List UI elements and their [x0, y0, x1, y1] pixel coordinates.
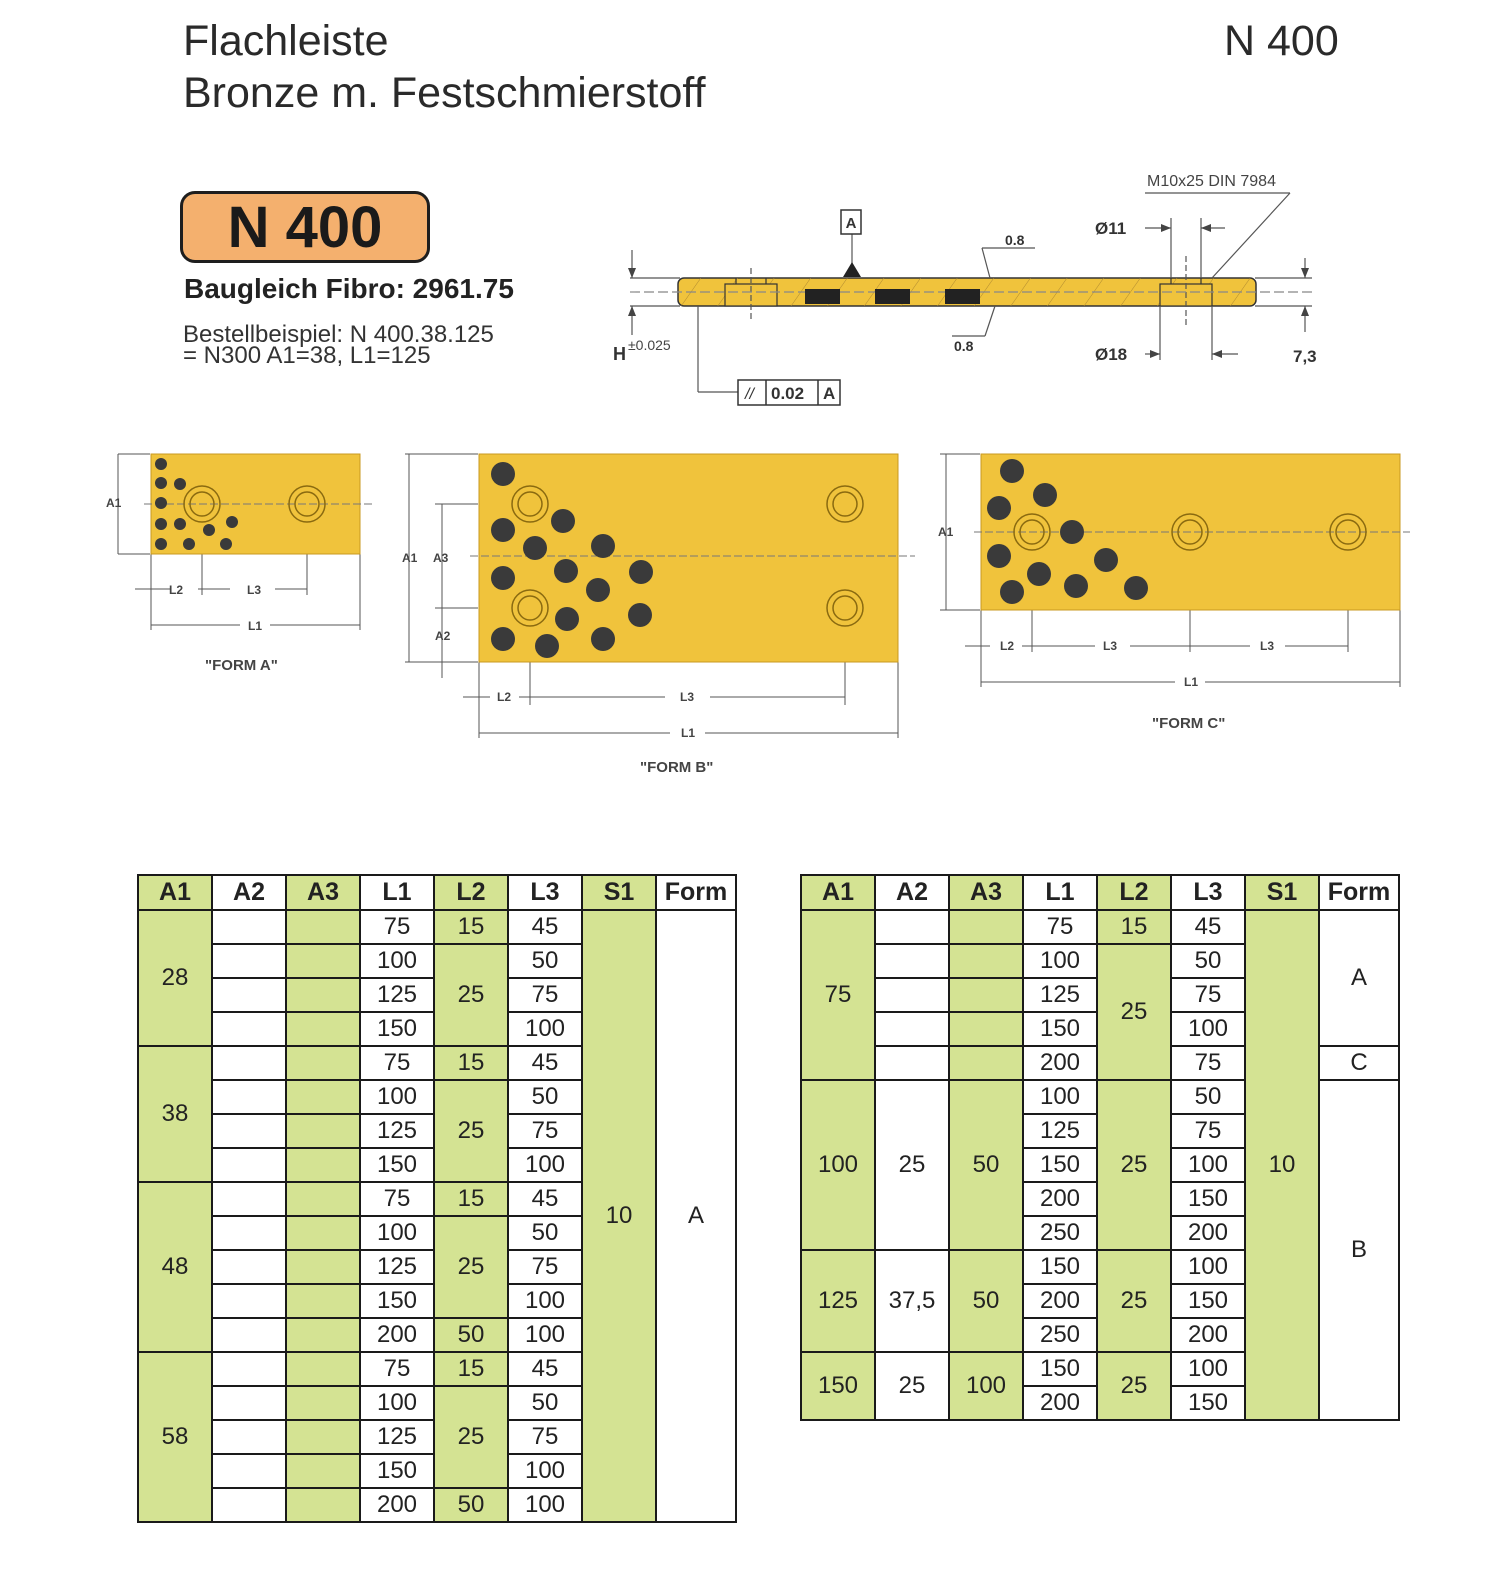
header-form: Form	[656, 875, 736, 910]
form-b-drawing	[395, 440, 930, 785]
a3-cell	[286, 944, 360, 978]
form-c-l3a-label: L3	[1103, 639, 1118, 653]
l1-cell: 100	[360, 1216, 434, 1250]
a2-cell	[212, 1250, 286, 1284]
l3-cell: 50	[1171, 1080, 1245, 1114]
height-tolerance: ±0.025	[628, 337, 671, 353]
header-l1: L1	[1023, 875, 1097, 910]
l1-cell: 150	[1023, 1148, 1097, 1182]
a2-cell	[212, 1420, 286, 1454]
height-label: H	[613, 344, 626, 364]
l3-cell: 100	[1171, 1012, 1245, 1046]
l1-cell: 125	[1023, 978, 1097, 1012]
dimension-table-left	[137, 874, 737, 1523]
a2-cell: 37,5	[875, 1250, 949, 1352]
l1-cell: 150	[360, 1454, 434, 1488]
a3-cell	[286, 1488, 360, 1522]
l1-cell: 75	[360, 1046, 434, 1080]
l3-cell: 75	[508, 1114, 582, 1148]
l2-cell: 15	[434, 1352, 508, 1386]
l2-cell: 25	[1097, 1352, 1171, 1420]
dimension-table-right	[800, 874, 1400, 1421]
a3-cell	[949, 910, 1023, 944]
table-header-row	[801, 875, 1399, 910]
a2-cell: 25	[875, 1352, 949, 1420]
a1-cell: 28	[138, 910, 212, 1046]
l2-cell: 15	[434, 1182, 508, 1216]
l3-cell: 200	[1171, 1318, 1245, 1352]
form-cell: A	[656, 910, 736, 1522]
l2-cell: 15	[434, 1046, 508, 1080]
product-badge: N 400	[180, 191, 430, 263]
tolerance-value: 0.02	[771, 384, 805, 403]
order-example-line-2: = N300 A1=38, L1=125	[183, 342, 431, 369]
side-view-drawing	[600, 160, 1340, 420]
title-line-1: Flachleiste	[183, 17, 389, 65]
header-l2: L2	[434, 875, 508, 910]
hole-large-diameter: Ø18	[1095, 345, 1128, 364]
a2-cell	[212, 1182, 286, 1216]
a2-cell	[212, 1284, 286, 1318]
l2-cell: 25	[434, 1216, 508, 1318]
l1-cell: 125	[360, 978, 434, 1012]
form-a-l3-label: L3	[247, 583, 262, 597]
l3-cell: 100	[508, 1318, 582, 1352]
l3-cell: 150	[1171, 1284, 1245, 1318]
a2-cell	[212, 944, 286, 978]
l1-cell: 250	[1023, 1216, 1097, 1250]
l3-cell: 75	[508, 1250, 582, 1284]
a2-cell	[212, 1046, 286, 1080]
table-row	[801, 910, 1399, 944]
a1-cell: 75	[801, 910, 875, 1080]
l1-cell: 100	[360, 1080, 434, 1114]
l1-cell: 150	[1023, 1012, 1097, 1046]
hole-small-diameter: Ø11	[1095, 219, 1127, 238]
l1-cell: 150	[360, 1148, 434, 1182]
product-code: N 400	[1224, 17, 1339, 65]
form-cell: B	[1319, 1080, 1399, 1420]
a3-cell: 50	[949, 1250, 1023, 1352]
a2-cell	[875, 1046, 949, 1080]
a3-cell: 50	[949, 1080, 1023, 1250]
form-a-drawing	[100, 440, 390, 680]
l2-cell: 25	[1097, 1250, 1171, 1352]
header-form: Form	[1319, 875, 1399, 910]
l2-cell: 50	[434, 1318, 508, 1352]
a2-cell	[212, 1352, 286, 1386]
tolerance-symbol: //	[745, 386, 754, 403]
l2-cell: 25	[434, 944, 508, 1046]
header-a1: A1	[801, 875, 875, 910]
thickness-label: 7,3	[1293, 347, 1317, 366]
l3-cell: 45	[1171, 910, 1245, 944]
datum-label: A	[845, 215, 857, 232]
header-l2: L2	[1097, 875, 1171, 910]
a3-cell	[286, 1352, 360, 1386]
a2-cell	[212, 1318, 286, 1352]
l2-cell: 25	[1097, 944, 1171, 1080]
form-b-l1-label: L1	[681, 726, 696, 740]
l3-cell: 200	[1171, 1216, 1245, 1250]
header-l3: L3	[1171, 875, 1245, 910]
form-c-caption: "FORM C"	[1152, 715, 1226, 732]
form-a-l1-label: L1	[248, 619, 263, 633]
form-b-l2-label: L2	[497, 690, 512, 704]
a3-cell	[949, 978, 1023, 1012]
form-cell: C	[1319, 1046, 1399, 1080]
form-c-l1-label: L1	[1184, 675, 1199, 689]
l1-cell: 150	[1023, 1250, 1097, 1284]
l3-cell: 100	[508, 1454, 582, 1488]
l1-cell: 125	[1023, 1114, 1097, 1148]
l1-cell: 150	[360, 1284, 434, 1318]
a1-cell: 38	[138, 1046, 212, 1182]
a1-cell: 58	[138, 1352, 212, 1522]
a2-cell	[212, 978, 286, 1012]
a3-cell	[286, 1046, 360, 1080]
form-c-l3b-label: L3	[1260, 639, 1275, 653]
form-b-caption: "FORM B"	[640, 759, 714, 776]
a3-cell	[286, 978, 360, 1012]
header-a1: A1	[138, 875, 212, 910]
header-s1: S1	[1245, 875, 1319, 910]
l1-cell: 150	[360, 1012, 434, 1046]
a2-cell	[212, 1216, 286, 1250]
l1-cell: 100	[360, 944, 434, 978]
a3-cell	[286, 1080, 360, 1114]
l1-cell: 125	[360, 1420, 434, 1454]
l1-cell: 200	[1023, 1284, 1097, 1318]
l1-cell: 100	[1023, 944, 1097, 978]
a3-cell	[286, 1182, 360, 1216]
header-a2: A2	[875, 875, 949, 910]
a1-cell: 125	[801, 1250, 875, 1352]
l3-cell: 100	[1171, 1352, 1245, 1386]
l1-cell: 100	[360, 1386, 434, 1420]
form-c-a1-label: A1	[938, 525, 954, 539]
a3-cell	[286, 1284, 360, 1318]
a1-cell: 100	[801, 1080, 875, 1250]
a2-cell	[212, 1148, 286, 1182]
l1-cell: 75	[360, 1352, 434, 1386]
form-b-a2-label: A2	[435, 629, 451, 643]
l1-cell: 200	[1023, 1386, 1097, 1420]
a3-cell	[949, 944, 1023, 978]
a1-cell: 150	[801, 1352, 875, 1420]
l3-cell: 75	[1171, 978, 1245, 1012]
l3-cell: 100	[508, 1488, 582, 1522]
header-a2: A2	[212, 875, 286, 910]
l1-cell: 125	[360, 1250, 434, 1284]
s1-cell: 10	[582, 910, 656, 1522]
a3-cell	[286, 1250, 360, 1284]
l3-cell: 75	[508, 978, 582, 1012]
a2-cell	[875, 910, 949, 944]
form-b-a3-label: A3	[433, 551, 449, 565]
l3-cell: 100	[508, 1012, 582, 1046]
a3-cell	[286, 1318, 360, 1352]
l3-cell: 75	[1171, 1114, 1245, 1148]
l1-cell: 200	[360, 1488, 434, 1522]
l1-cell: 200	[1023, 1046, 1097, 1080]
form-c-drawing	[930, 440, 1420, 740]
form-b-l3-label: L3	[680, 690, 695, 704]
a3-cell	[286, 1216, 360, 1250]
title-line-2: Bronze m. Festschmierstoff	[183, 69, 706, 117]
a3-cell	[286, 1114, 360, 1148]
a2-cell	[875, 978, 949, 1012]
l3-cell: 45	[508, 910, 582, 944]
a3-cell	[286, 910, 360, 944]
l2-cell: 15	[434, 910, 508, 944]
a3-cell	[286, 1454, 360, 1488]
l2-cell: 25	[434, 1386, 508, 1488]
form-c-l2-label: L2	[1000, 639, 1015, 653]
l3-cell: 50	[508, 1080, 582, 1114]
l3-cell: 100	[1171, 1148, 1245, 1182]
tolerance-datum: A	[823, 384, 836, 403]
l3-cell: 75	[1171, 1046, 1245, 1080]
header-a3: A3	[286, 875, 360, 910]
a2-cell	[212, 1454, 286, 1488]
a2-cell	[212, 1012, 286, 1046]
table-row	[138, 910, 736, 944]
a2-cell	[875, 944, 949, 978]
header-l3: L3	[508, 875, 582, 910]
l3-cell: 45	[508, 1182, 582, 1216]
l3-cell: 150	[1171, 1386, 1245, 1420]
l3-cell: 45	[508, 1046, 582, 1080]
l1-cell: 200	[1023, 1182, 1097, 1216]
equivalent-note: Baugleich Fibro: 2961.75	[184, 273, 514, 304]
l1-cell: 100	[1023, 1080, 1097, 1114]
l2-cell: 25	[434, 1080, 508, 1182]
a3-cell	[949, 1012, 1023, 1046]
a3-cell	[286, 1012, 360, 1046]
a3-cell	[286, 1386, 360, 1420]
form-a-caption: "FORM A"	[205, 657, 278, 674]
l3-cell: 150	[1171, 1182, 1245, 1216]
a2-cell	[875, 1012, 949, 1046]
a3-cell	[286, 1148, 360, 1182]
form-a-a1-label: A1	[106, 496, 122, 510]
l1-cell: 125	[360, 1114, 434, 1148]
header-l1: L1	[360, 875, 434, 910]
l3-cell: 100	[1171, 1250, 1245, 1284]
a2-cell	[212, 1488, 286, 1522]
l1-cell: 75	[360, 1182, 434, 1216]
order-example-line-1: Bestellbeispiel: N 400.38.125	[183, 321, 494, 348]
l1-cell: 200	[360, 1318, 434, 1352]
l2-cell: 25	[1097, 1080, 1171, 1250]
a2-cell: 25	[875, 1080, 949, 1250]
a2-cell	[212, 910, 286, 944]
form-cell: A	[1319, 910, 1399, 1046]
l3-cell: 50	[1171, 944, 1245, 978]
l3-cell: 50	[508, 1216, 582, 1250]
l2-cell: 50	[434, 1488, 508, 1522]
bevel-bottom-label: 0.8	[954, 338, 974, 354]
a1-cell: 48	[138, 1182, 212, 1352]
a2-cell	[212, 1080, 286, 1114]
a3-cell	[286, 1420, 360, 1454]
l1-cell: 75	[1023, 910, 1097, 944]
header-a3: A3	[949, 875, 1023, 910]
a3-cell: 100	[949, 1352, 1023, 1420]
l1-cell: 250	[1023, 1318, 1097, 1352]
l1-cell: 150	[1023, 1352, 1097, 1386]
header-s1: S1	[582, 875, 656, 910]
l3-cell: 50	[508, 1386, 582, 1420]
l3-cell: 75	[508, 1420, 582, 1454]
l2-cell: 15	[1097, 910, 1171, 944]
form-b-a1-label: A1	[402, 551, 418, 565]
table-header-row	[138, 875, 736, 910]
l3-cell: 100	[508, 1148, 582, 1182]
l3-cell: 100	[508, 1284, 582, 1318]
screw-spec: M10x25 DIN 7984	[1147, 173, 1276, 190]
l1-cell: 75	[360, 910, 434, 944]
a2-cell	[212, 1114, 286, 1148]
a2-cell	[212, 1386, 286, 1420]
l3-cell: 50	[508, 944, 582, 978]
a3-cell	[949, 1046, 1023, 1080]
s1-cell: 10	[1245, 910, 1319, 1420]
bevel-top-label: 0.8	[1005, 232, 1025, 248]
form-a-l2-label: L2	[169, 583, 184, 597]
l3-cell: 45	[508, 1352, 582, 1386]
